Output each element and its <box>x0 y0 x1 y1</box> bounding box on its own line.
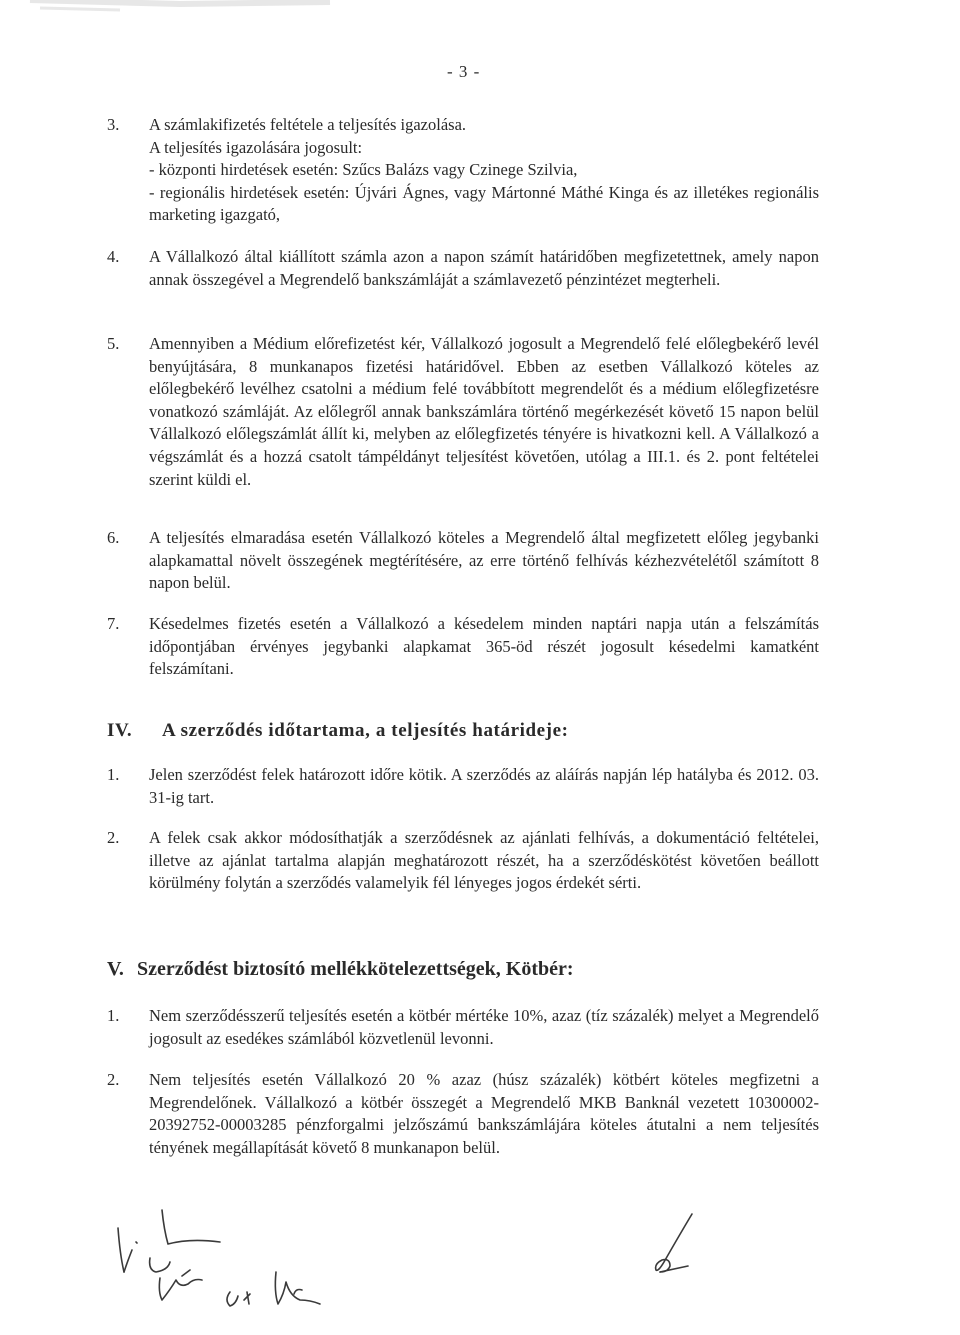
item-number: 6. <box>107 528 120 547</box>
section-number: IV. <box>107 720 133 741</box>
item-text: Késedelmes fizetés esetén a Vállalkozó a késedelem minden naptári napja után a felszámítás időpontjában érvényes jegybanki alapkamat 365-öd részét jogosult késedelmi kamatként felszámítani. <box>149 614 819 679</box>
item-line: - központi hirdetések esetén: Szűcs Balázs vagy Czinege Szilvia, <box>149 160 578 180</box>
item-number: 2. <box>107 1070 120 1089</box>
item-line: A számlakifizetés feltétele a teljesítés igazolása. <box>149 115 467 134</box>
item-text: Nem szerződésszerű teljesítés esetén a kötbér mértéke 10%, azaz (tíz százalék) melyet a Megrendelő jogosult az esedékes számlából közvetlenül levonni. <box>149 1006 819 1048</box>
section-heading <box>107 720 569 742</box>
item-number: 4. <box>107 247 120 266</box>
list-item <box>107 764 819 809</box>
item-number: 2. <box>107 828 120 847</box>
list-item <box>107 1005 819 1050</box>
item-line: A teljesítés igazolására jogosult: <box>149 137 363 157</box>
section-number: V. <box>107 958 124 980</box>
list-item <box>107 527 819 595</box>
section-title: A szerződés időtartama, a teljesítés határideje: <box>162 720 569 741</box>
item-text: Amennyiben a Médium előrefizetést kér, Vállalkozó jogosult a Megrendelő felé előlegbekérő levél benyújtására, 8 munkanapos fizetési határidővel. Ebben az esetben Vállalkozó köteles az előlegbekérő levélhez csatolni a médium felé továbbított megrendelőt és a médium előlegfizetésre vonatkozó számláját. Az előlegről annak bankszámlára történő megérkezését követő 15 napon belül Vállalkozó előlegszámlát állít ki, melyben az előlegfizetés tényére is hivatkozni kell. A Vállalkozó a végszámlát és a hozzá csatolt támpéldányt teljesítést követően, utólag a III.1. és 2. pont feltételei szerint küldi el. <box>149 334 819 489</box>
list-item <box>107 1069 819 1159</box>
section-heading <box>107 958 574 981</box>
list-item <box>107 827 819 895</box>
item-number: 5. <box>107 334 120 353</box>
item-text: A felek csak akkor módosíthatják a szerződésnek az ajánlati felhívás, a dokumentáció feltételei, illetve az ajánlat tartalma alapján meghatározott részét, ha a szerződéskötést követően beállott körülmény folytán a szerződés valamelyik fél lényeges jogos érdekét sérti. <box>149 828 819 893</box>
item-text: A teljesítés elmaradása esetén Vállalkozó köteles a Megrendelő által megfizetett előleg jegybanki alapkamattal növelt összegének megtérítésére, az erre történő felhívás kézhezvételétől számított 8 napon belül. <box>149 528 819 593</box>
list-item <box>107 246 819 291</box>
item-text: A Vállalkozó által kiállított számla azon a napon számít határidőben megfizetettnek, amely napon annak összegével a Megrendelő bankszámláját a számlavezető pénzintézet megterheli. <box>149 247 819 289</box>
item-text: Jelen szerződést felek határozott időre kötik. A szerződés az aláírás napján lép hatályba és 2012. 03. 31-ig tart. <box>149 765 819 807</box>
item-text: Nem teljesítés esetén Vállalkozó 20 % azaz (húsz százalék) kötbért köteles megfizetni a Megrendelőnek. Vállalkozó a kötbér összegét a Megrendelő MKB Banknál vezetett 10300002-20392752-00003285 pénzforgalmi jelzőszámú bankszámlájára köteles átutalni a nem teljesítés tényének megállapítását követő 8 munkanapon belül. <box>149 1070 819 1157</box>
page-number: - 3 - <box>447 62 481 81</box>
list-item <box>107 333 819 491</box>
signature-right <box>640 1210 700 1280</box>
signature-left <box>110 1200 350 1325</box>
item-number: 3. <box>107 115 120 134</box>
item-number: 1. <box>107 1006 120 1025</box>
list-item <box>107 114 819 227</box>
item-number: 7. <box>107 614 120 633</box>
item-number: 1. <box>107 765 120 784</box>
item-line: - regionális hirdetések esetén: Újvári Ágnes, vagy Mártonné Máthé Kinga és az illetékes regionális marketing igazgató, <box>149 182 819 225</box>
list-item <box>107 613 819 681</box>
section-title: Szerződést biztosító mellékkötelezettségek, Kötbér: <box>137 958 574 980</box>
